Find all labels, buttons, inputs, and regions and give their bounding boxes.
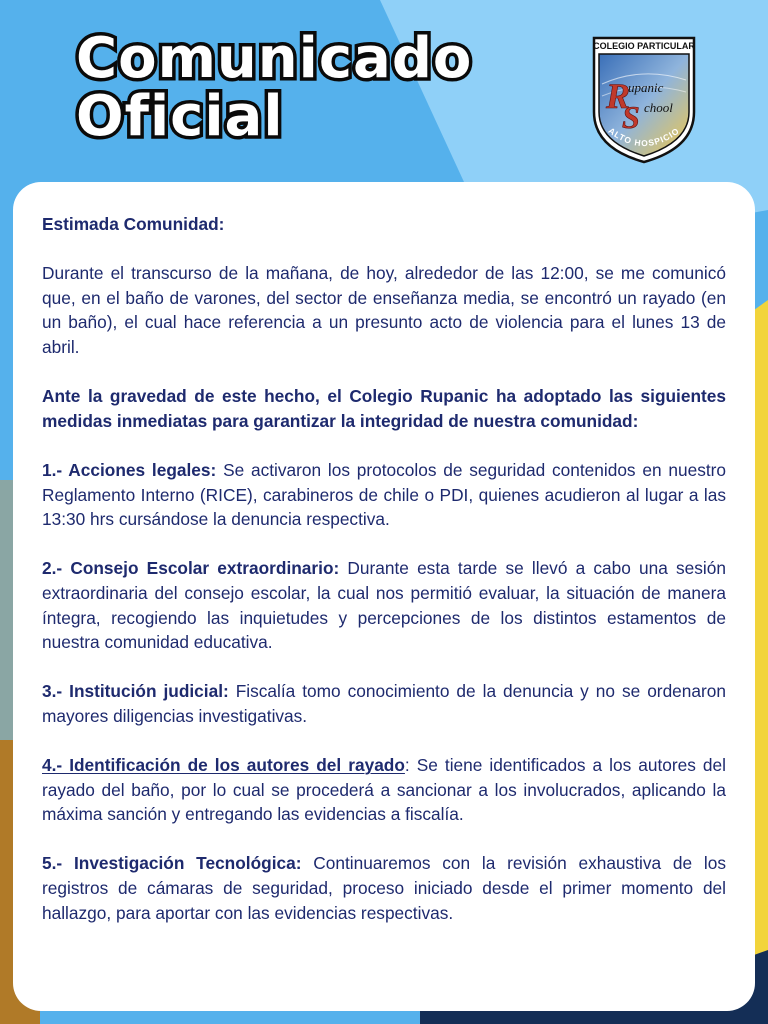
measure-item <box>42 679 726 728</box>
logo-initial-r: R <box>606 76 631 116</box>
measure-heading: 5.- Investigación Tecnológica: <box>42 853 302 874</box>
logo-name-part2: chool <box>644 100 673 115</box>
school-logo <box>592 36 696 164</box>
title-line-2: Oficial <box>76 84 284 149</box>
logo-top-text: COLEGIO PARTICULAR <box>593 41 695 51</box>
logo-bottom-text: ALTO HOSPICIO <box>606 125 682 149</box>
measure-text: : Se tiene identificados a los autores del rayado del baño, por lo cual se procederá a sancionar a los involucrados, aplicando la máxima sanción y entregando las evidencias a fiscalía. <box>42 755 726 825</box>
intro-paragraph: Durante el transcurso de la mañana, de hoy, alrededor de las 12:00, se me comunicó que, en el baño de varones, del sector de enseñanza media, se encontró un rayado (en un baño), el cual hace referencia a un presunto acto de violencia para el lunes 13 de abril. <box>42 263 726 357</box>
measure-item <box>42 556 726 654</box>
measure-item <box>42 753 726 827</box>
logo-name-part1: upanic <box>628 80 664 95</box>
measure-heading: 2.- Consejo Escolar extraordinario: <box>42 558 340 579</box>
measure-text: Se activaron los protocolos de seguridad contenidos en nuestro Reglamento Interno (RICE), carabineros de chile o PDI, quienes acudieron al lugar a las 13:30 hrs cursándose la denuncia respectiva. <box>42 459 726 530</box>
measure-text: Continuaremos con la revisión exhaustiva de los registros de cámaras de seguridad, proceso iniciado desde el primer momento del hallazgo, para aportar con las evidencias respectivas. <box>42 853 726 923</box>
measures-intro: Ante la gravedad de este hecho, el Colegio Rupanic ha adoptado las siguientes medidas inmediatas para garantizar la integridad de nuestra comunidad: <box>42 386 726 431</box>
logo-initial-s: S <box>622 99 640 135</box>
greeting: Estimada Comunidad: <box>42 214 225 234</box>
measure-item <box>42 458 726 532</box>
measure-text: Durante esta tarde se llevó a cabo una sesión extraordinaria del consejo escolar, la cual nos permitió evaluar, la situación de manera íntegra, recogiendo las inquietudes y percepciones de los distintos estamentos de nuestra comunidad educativa. <box>42 558 726 653</box>
measure-item <box>42 851 726 925</box>
letter-body <box>42 212 726 950</box>
title-line-1: Comunicado <box>76 26 473 91</box>
measure-heading: 3.- Institución judicial: <box>42 681 229 702</box>
page-title <box>76 26 473 149</box>
measure-text: Fiscalía tomo conocimiento de la denuncia y no se ordenaron mayores diligencias investigativas. <box>42 681 726 726</box>
measure-heading: 1.- Acciones legales: <box>42 459 217 480</box>
measure-heading: 4.- Identificación de los autores del rayado <box>42 755 405 776</box>
